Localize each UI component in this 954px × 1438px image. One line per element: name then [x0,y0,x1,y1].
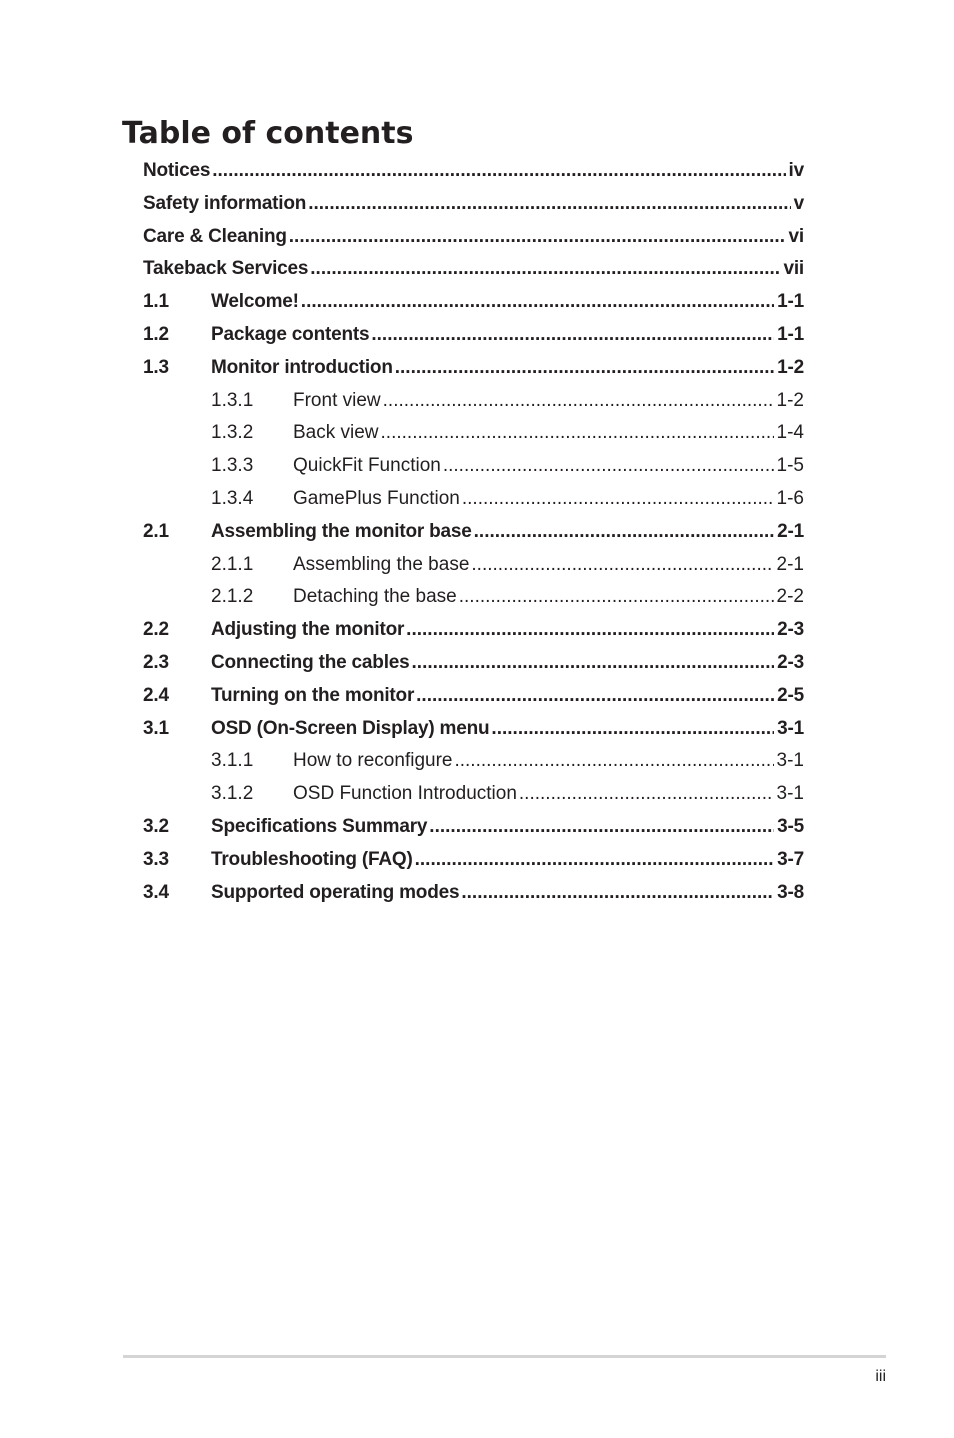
toc-entry-page: 2-3 [777,651,804,673]
dot-leader [443,450,774,483]
toc-entry-page: 2-1 [776,553,804,575]
toc-entry-number: 3.1 [143,717,169,739]
toc-entry-page: 3-5 [777,815,804,837]
toc-entry-number: 2.1 [143,520,169,542]
toc-entry-page: 2-3 [777,619,804,641]
dot-leader [461,877,774,910]
dot-leader [371,319,774,352]
toc-entry-number: 3.4 [143,881,169,903]
toc-entry-label: Welcome! [211,291,299,313]
toc-entry[interactable] [143,450,804,483]
toc-entry[interactable] [143,319,804,352]
toc-entry-page: 1-2 [777,356,804,378]
toc-entry-page: 3-1 [776,750,804,772]
toc-list [143,155,804,909]
dot-leader [462,483,774,516]
toc-entry-number: 2.1.1 [211,553,254,575]
toc-entry-page: 2-1 [777,520,804,542]
dot-leader [412,647,775,680]
toc-entry-label: Specifications Summary [211,815,428,837]
dot-leader [471,549,773,582]
toc-entry-label: GamePlus Function [293,487,460,509]
toc-entry-page: 1-2 [776,389,804,411]
toc-entry-number: 3.1.1 [211,750,254,772]
toc-entry-page: 1-4 [776,422,804,444]
toc-entry[interactable] [143,253,804,286]
dot-leader [429,811,774,844]
toc-entry-label: OSD (On-Screen Display) menu [211,717,490,739]
toc-entry-number: 1.2 [143,323,169,345]
toc-entry-label: Monitor introduction [211,356,393,378]
toc-entry-label: QuickFit Function [293,455,441,477]
toc-entry-page: 2-5 [777,684,804,706]
toc-entry[interactable] [143,713,804,746]
dot-leader [459,581,774,614]
toc-entry-label: Detaching the base [293,586,457,608]
toc-entry-page: v [793,192,804,214]
toc-entry[interactable] [143,385,804,418]
dot-leader [212,155,785,188]
toc-entry[interactable] [143,680,804,713]
toc-entry-number: 1.3.3 [211,455,254,477]
toc-entry-number: 1.3.4 [211,487,254,509]
page-title: Table of contents [122,116,414,151]
toc-entry-page: 3-1 [776,783,804,805]
toc-entry-label: Supported operating modes [211,881,460,903]
toc-entry-page: 3-8 [777,881,804,903]
toc-entry-label: Assembling the monitor base [211,520,472,542]
toc-entry[interactable] [143,483,804,516]
dot-leader [308,188,790,221]
toc-entry-page: 1-5 [776,455,804,477]
dot-leader [301,286,774,319]
toc-entry[interactable] [143,811,804,844]
page-number: iii [875,1368,886,1385]
dot-leader [474,516,774,549]
toc-entry-label: Takeback Services [143,258,309,280]
toc-entry-number: 2.3 [143,651,169,673]
toc-entry-page: 1-1 [777,291,804,313]
toc-entry-label: Back view [293,422,379,444]
toc-entry[interactable] [143,581,804,614]
toc-entry[interactable] [143,516,804,549]
toc-entry-number: 3.3 [143,848,169,870]
toc-entry[interactable] [143,647,804,680]
toc-entry-label: Package contents [211,323,370,345]
toc-entry[interactable] [143,352,804,385]
toc-entry-label: Front view [293,389,381,411]
toc-entry[interactable] [143,286,804,319]
dot-leader [519,778,774,811]
toc-entry[interactable] [143,221,804,254]
toc-entry-label: Notices [143,160,211,181]
dot-leader [289,221,786,254]
toc-entry-label: Safety information [143,192,307,214]
toc-entry[interactable] [143,155,804,188]
dot-leader [415,844,775,877]
toc-entry-page: 1-6 [776,487,804,509]
dot-leader [406,614,774,647]
dot-leader [310,253,780,286]
toc-entry[interactable] [143,778,804,811]
toc-entry-label: Connecting the cables [211,651,410,673]
toc-entry[interactable] [143,549,804,582]
dot-leader [395,352,774,385]
toc-entry-number: 2.1.2 [211,586,254,608]
toc-entry-label: Troubleshooting (FAQ) [211,848,413,870]
toc-entry-label: Assembling the base [293,553,470,575]
dot-leader [381,417,774,450]
toc-entry-label: How to reconfigure [293,750,453,772]
toc-entry-page: vii [783,258,804,280]
dot-leader [491,713,774,746]
toc-entry-label: Turning on the monitor [211,684,415,706]
toc-entry-number: 1.3.2 [211,422,254,444]
toc-entry-page: vi [788,225,804,247]
toc-entry-page: 3-7 [777,848,804,870]
toc-entry-number: 3.1.2 [211,783,254,805]
dot-leader [416,680,774,713]
toc-entry-number: 1.1 [143,291,169,313]
toc-entry[interactable] [143,745,804,778]
toc-entry-label: Care & Cleaning [143,225,287,247]
toc-entry-page: 3-1 [777,717,804,739]
toc-entry-number: 2.2 [143,619,169,641]
toc-entry-label: Adjusting the monitor [211,619,405,641]
toc-entry-page: 2-2 [776,586,804,608]
footer-divider [123,1355,886,1358]
toc-entry-number: 1.3.1 [211,389,254,411]
toc-entry-page: 1-1 [777,323,804,345]
dot-leader [383,385,774,418]
toc-entry[interactable] [143,188,804,221]
toc-entry-page: iv [788,160,804,181]
toc-entry-number: 2.4 [143,684,169,706]
toc-entry[interactable] [143,877,804,910]
toc-entry[interactable] [143,614,804,647]
toc-entry-number: 1.3 [143,356,169,378]
toc-entry-label: OSD Function Introduction [293,783,517,805]
dot-leader [454,745,773,778]
toc-entry-number: 3.2 [143,815,169,837]
toc-entry[interactable] [143,417,804,450]
toc-entry[interactable] [143,844,804,877]
